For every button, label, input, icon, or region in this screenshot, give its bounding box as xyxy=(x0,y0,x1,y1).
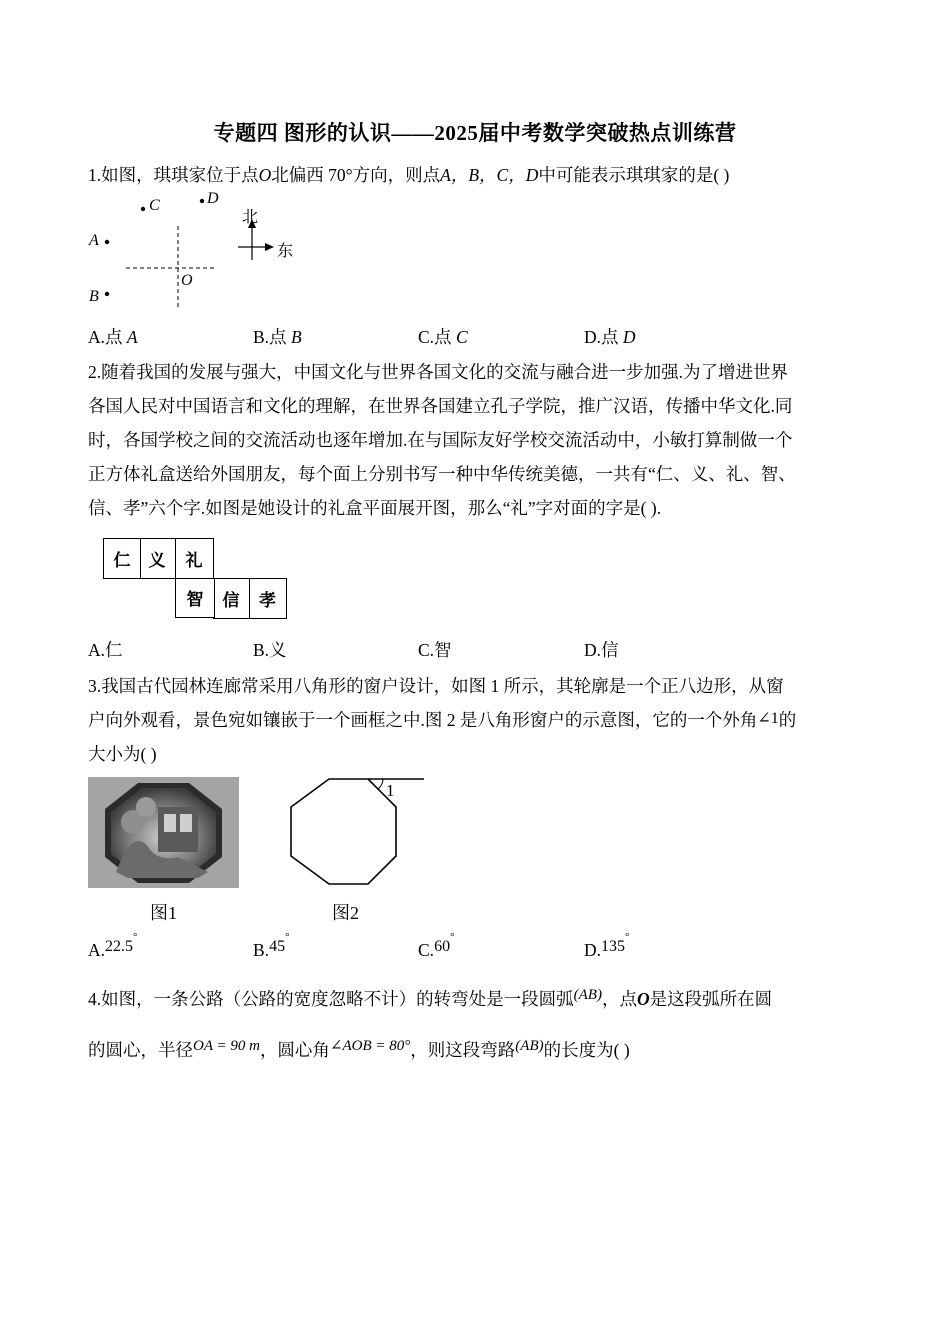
octagon-svg xyxy=(286,774,426,889)
net-cell: 义 xyxy=(139,538,176,579)
label-d: D xyxy=(207,190,219,207)
q2-option-c[interactable]: C.智 xyxy=(418,640,452,660)
q3-option-d[interactable]: D.135° xyxy=(584,931,630,960)
q2-option-a[interactable]: A.仁 xyxy=(88,640,123,660)
east-arrowhead xyxy=(265,243,274,251)
net-cell: 礼 xyxy=(175,538,214,579)
label-c: C xyxy=(149,197,160,214)
q2-stem-line: 正方体礼盒送给外国朋友，每个面上分别书写一种中华传统美德，一共有“仁、义、礼、智、 xyxy=(88,464,796,484)
q2-stem-line: 各国人民对中国语言和文化的理解，在世界各国建立孔子学院，推广汉语，传播中华文化.同 xyxy=(88,396,793,416)
point-d-dot xyxy=(200,199,204,203)
fig1-caption: 图1 xyxy=(150,903,177,923)
octagon-diagram xyxy=(286,774,426,894)
octagon-window-image xyxy=(88,777,239,888)
q3-stem-line: 大小为( ) xyxy=(88,744,157,764)
fig2-caption: 图2 xyxy=(332,903,359,923)
exterior-angle-arc xyxy=(378,779,383,789)
octagon-window-photo xyxy=(88,777,239,888)
q1-option-b[interactable]: B.点 B xyxy=(253,327,302,347)
q4-stem-line: 的圆心，半径OA = 90 m，圆心角∠AOB = 80°，则这段弯路(AB)的长度为( ) xyxy=(88,1038,630,1060)
octagon-outline xyxy=(291,779,396,884)
q1-option-d[interactable]: D.点 D xyxy=(584,327,636,347)
q3-option-b[interactable]: B.45° xyxy=(253,931,290,960)
q3-stem-line: 3.我国古代园林连廊常采用八角形的窗户设计，如图 1 所示，其轮廓是一个正八边形，从窗 xyxy=(88,676,784,696)
net-cell: 信 xyxy=(213,578,250,619)
arc-ab: (AB) xyxy=(515,1038,544,1054)
q4-stem-line: 4.如图，一条公路（公路的宽度忽略不计）的转弯处是一段圆弧(AB)，点O是这段弧所在圆 xyxy=(88,987,773,1009)
net-cell: 智 xyxy=(175,578,215,618)
net-cell: 仁 xyxy=(103,538,141,579)
angle-label: 1 xyxy=(386,781,395,800)
point-c-dot xyxy=(141,207,145,211)
q1-option-c[interactable]: C.点 C xyxy=(418,327,468,347)
point-b-dot xyxy=(105,292,109,296)
q2-stem-line: 2.随着我国的发展与强大，中国文化与世界各国文化的交流与融合进一步加强.为了增进世界 xyxy=(88,362,788,382)
label-o: O xyxy=(181,272,193,289)
q1-option-a[interactable]: A.点 A xyxy=(88,327,138,347)
angle-expr: ∠AOB = 80° xyxy=(329,1038,411,1054)
label-north: 北 xyxy=(242,207,259,226)
q3-option-a[interactable]: A.22.5° xyxy=(88,931,138,960)
q3-stem-line: 户向外观看，景色宛如镶嵌于一个画框之中.图 2 是八角形窗户的示意图，它的一个外角∠1的 xyxy=(88,710,797,730)
label-east: 东 xyxy=(277,241,294,260)
label-b: B xyxy=(89,288,99,305)
radius-expr: OA = 90 m xyxy=(193,1038,260,1054)
q2-stem-line: 时，各国学校之间的交流活动也逐年增加.在与国际友好学校交流活动中，小敏打算制做一个 xyxy=(88,430,793,450)
net-cell: 孝 xyxy=(249,578,287,619)
q2-stem-line: 信、孝”六个字.如图是她设计的礼盒平面展开图，那么“礼”字对面的字是( ). xyxy=(88,498,662,518)
page-title: 专题四 图形的认识——2025届中考数学突破热点训练营 xyxy=(213,121,737,145)
q2-option-b[interactable]: B.义 xyxy=(253,640,287,660)
label-a: A xyxy=(89,232,99,249)
point-a-dot xyxy=(105,240,109,244)
angle-symbol: ∠1 xyxy=(757,710,779,727)
q2-option-d[interactable]: D.信 xyxy=(584,640,619,660)
q1-stem: 1.如图，琪琪家位于点O北偏西 70°方向，则点A，B，C，D中可能表示琪琪家的是( ) xyxy=(88,165,730,185)
q3-option-c[interactable]: C.60° xyxy=(418,931,455,960)
arc-ab: (AB) xyxy=(573,987,602,1003)
q1-figure xyxy=(86,192,316,312)
